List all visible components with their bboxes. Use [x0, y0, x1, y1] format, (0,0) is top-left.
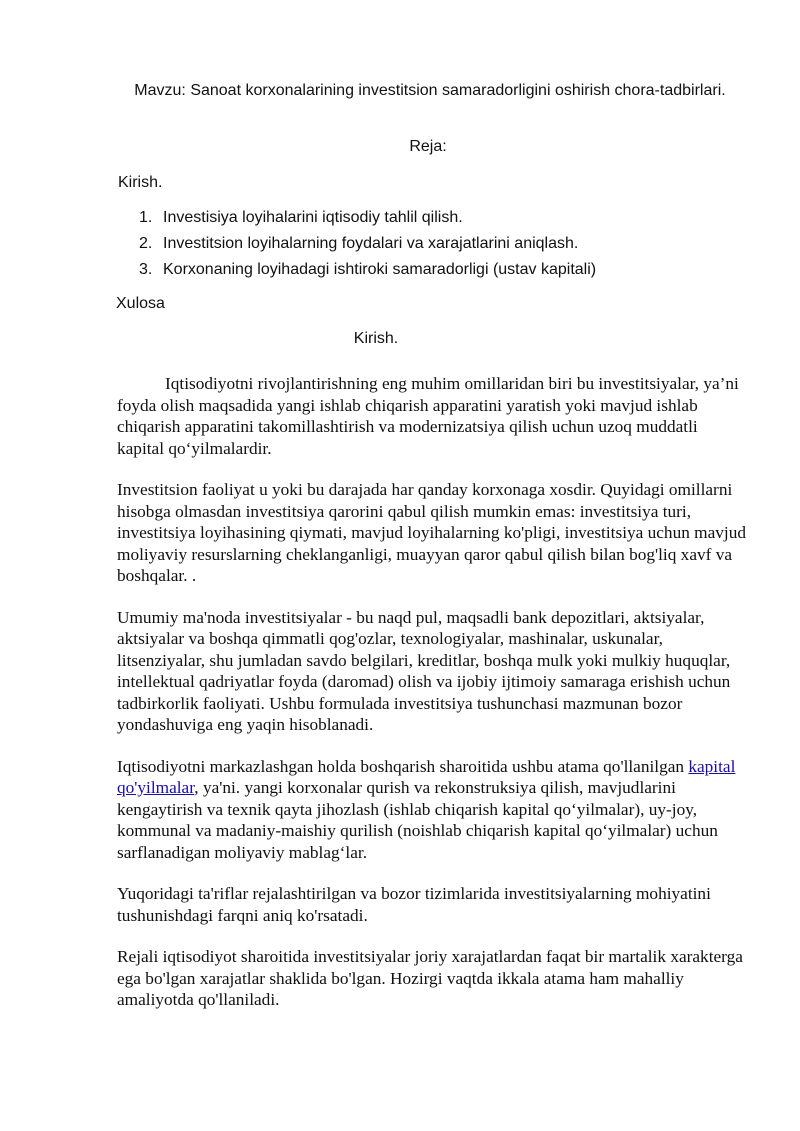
- paragraph: Yuqoridagi ta'riflar rejalashtirilgan va bozor tizimlarida investitsiyalarning mohiyatini tushunishdagi farqni aniq ko'rsatadi.: [117, 884, 711, 925]
- paragraph-text: , ya'ni. yangi korxonalar qurish va rekonstruksiya qilish, mavjudlarini kengaytirish va texnik qayta jihozlash (ishlab chiqarish kapital qo‘yilmalar), uy-joy, kommunal va madaniy-maishiy qurilish (noishlab chiqarish kapital qo‘yilmalar) uchun sarflanadigan moliyaviy mablag‘lar.: [117, 778, 718, 862]
- paragraph-text: Iqtisodiyotni markazlashgan holda boshqarish sharoitida ushbu atama qo'llanilgan: [117, 756, 689, 776]
- plan-item-text: Investisiya loyihalarini iqtisodiy tahlil qilish.: [163, 209, 463, 226]
- paragraph: Investitsion faoliyat u yoki bu darajada har qanday korxonaga xosdir. Quyidagi omillarni hisobga olmasdan investitsiya qarorini qabul qilish mumkin emas: investitsiya turi, investitsiya loyihasining qiymati, mavjud loyihalarning ko'pligi, investitsiya uchun mavjud moliyaviy resurslarning cheklanganligi, muayyan qaror qabul qilish bilan bog'liq xavf va boshqalar. .: [117, 480, 747, 585]
- paragraph: Umumiy ma'noda investitsiyalar - bu naqd pul, maqsadli bank depozitlari, aktsiyalar, aktsiyalar va boshqa qimmatli qog'ozlar, texnologiyalar, mashinalar, uskunalar, litsenziyalar, shu jumladan savdo belgilari, kreditlar, boshqa mulk yoki mulkiy huquqlar, intellektual qadriyatlar foyda (daromad) olish va ijobiy ijtimoiy samaraga erishish uchun tadbirkorlik faoliyati. Ushbu formulada investitsiya tushunchasi mazmunan bozor yondashuviga eng yaqin hisoblanadi.: [117, 607, 731, 734]
- plan-item-text: Korxonaning loyihadagi ishtiroki samaradorligi (ustav kapitali): [163, 261, 597, 278]
- paragraph: Iqtisodiyotni rivojlantirishning eng muhim omillaridan biri bu investitsiyalar, ya’ni foyda olish maqsadida yangi ishlab chiqarish apparatini yaratish yoki mavjud ishlab chiqarish apparatini takomillashtirish va modernizatsiya qilish uchun uzoq muddatli kapital qo‘yilmalardir.: [117, 374, 739, 458]
- plan-item-number: 1.: [139, 209, 153, 226]
- section-heading: Kirish.: [353, 330, 399, 347]
- plan-item-text: Investitsion loyihalarning foydalari va xarajatlarini aniqlash.: [163, 235, 579, 252]
- kapital-link[interactable]: kapital qo'yilmalar: [117, 756, 736, 797]
- plan-item-number: 2.: [139, 235, 153, 252]
- plan-intro: Kirish.: [118, 174, 163, 191]
- plan-item: [139, 235, 596, 261]
- plan-item: [139, 261, 596, 287]
- plan-item-number: 3.: [139, 261, 153, 278]
- body-text: [117, 373, 747, 1031]
- document-title: Mavzu: Sanoat korxonalarining investitsion samaradorligini oshirish chora-tadbirlari.: [134, 82, 726, 99]
- plan-conclusion: Xulosa: [116, 295, 165, 312]
- paragraph: [117, 756, 747, 864]
- plan-item: [139, 209, 596, 235]
- paragraph: Rejali iqtisodiyot sharoitida investitsiyalar joriy xarajatlardan faqat bir martalik xarakterga ega bo'lgan xarajatlar shaklida bo'lgan. Hozirgi vaqtda ikkala atama ham mahalliy amaliyotda qo'llaniladi.: [117, 947, 743, 1009]
- plan-list: [139, 209, 596, 287]
- plan-heading: Reja:: [409, 138, 447, 155]
